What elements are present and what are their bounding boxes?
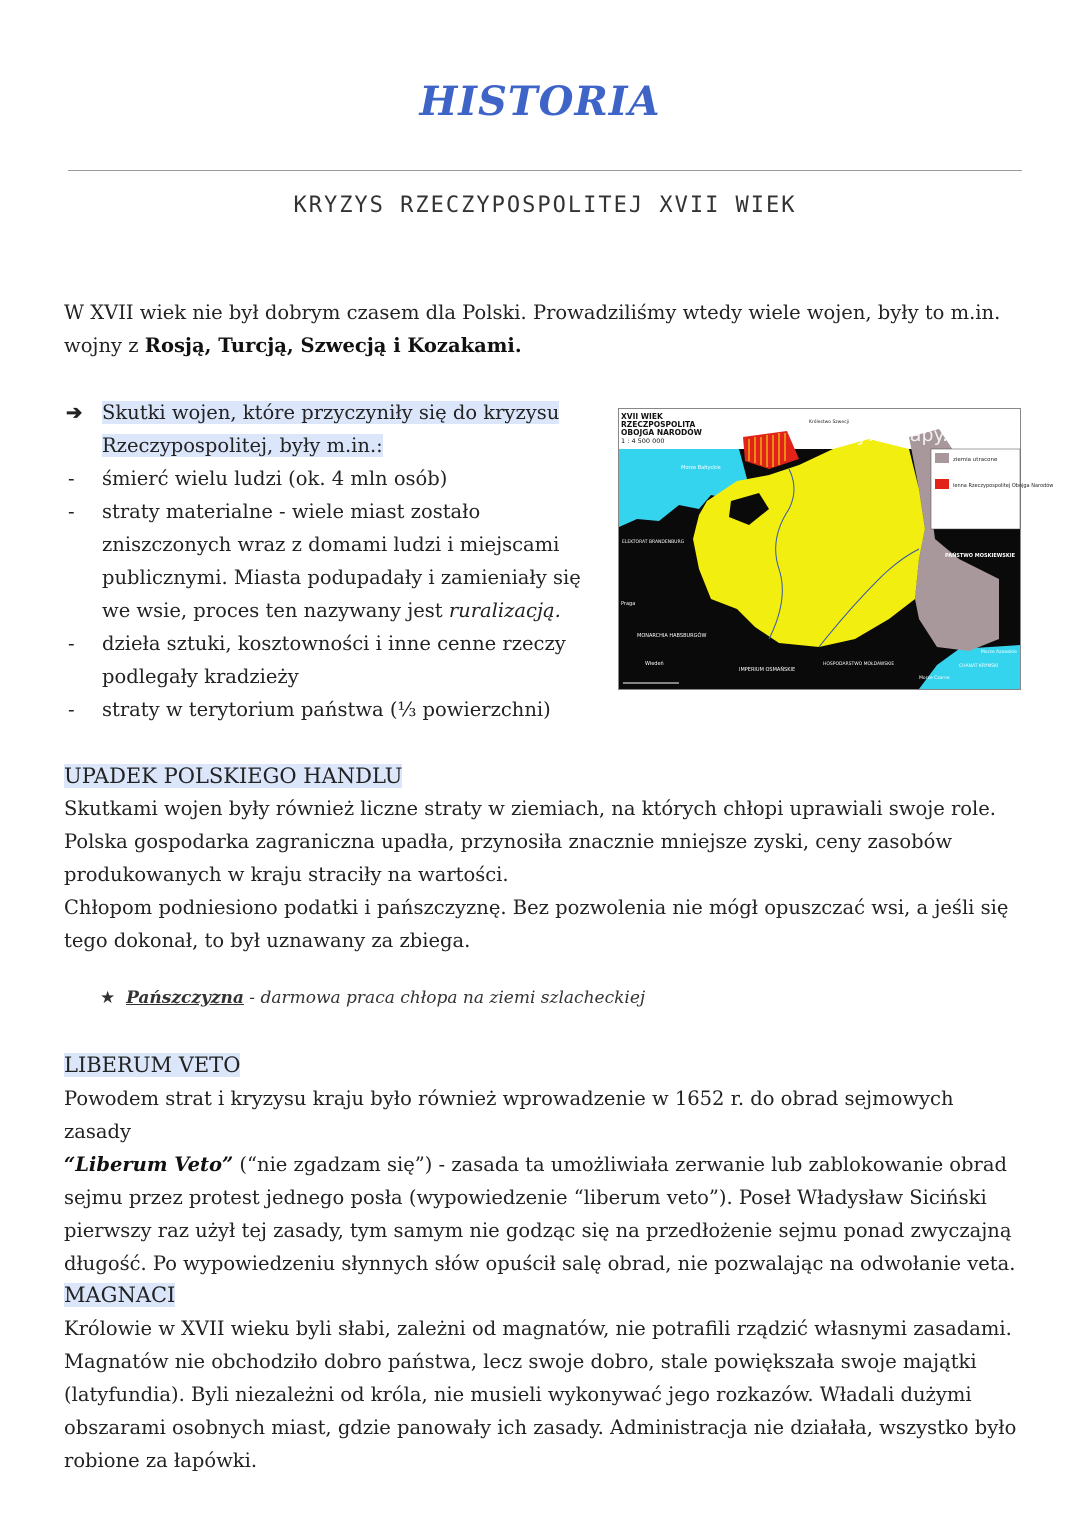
map-title-line2: RZECZPOSPOLITA [621,420,696,429]
text-line: Skutkami wojen były również liczne straty w ziemiach, na których chłopi uprawiali swoje role. [64,797,997,820]
map-title-line3: OBOJGA NARODÓW [621,428,702,437]
map-label-sweden: Królestwo Szwecji [809,420,850,425]
list-item-text: dzieła sztuki, kosztowności i inne cenne rzeczy podlegały kradzieży [102,632,566,688]
map-label-baltic: Morze Bałtyckie [681,465,721,471]
text-line: tego dokonał, to był uznawany za zbiega. [64,929,471,952]
heading-trade: UPADEK POLSKIEGO HANDLU [64,764,403,788]
map-label-ottoman: IMPERIUM OSMAŃSKIE [739,667,796,673]
map-label-black-sea: Morze Czarne [919,676,950,681]
list-item [64,693,594,726]
text-line: obszarami osobnych miast, gdzie panowały ich zasady. Administracja nie działała, wszystko było [64,1416,1017,1439]
effects-intro-line2: Rzeczypospolitej, były m.in.: [102,434,383,457]
list-item [64,627,594,693]
page-subtitle: KRYZYS RZECZYPOSPOLITEJ XVII WIEK [293,193,797,218]
veto-term: “Liberum Veto” [64,1153,234,1176]
star-icon: ★ [100,988,116,1008]
text-line: Chłopom podniesiono podatki i pańszczyznę. Bez pozwolenia nie mógł opuszczać wsi, a jeśli się [64,896,1009,919]
definition-line [100,988,645,1008]
list-item-text: straty w terytorium państwa (⅓ powierzchni) [102,698,551,721]
veto-paragraph [64,1082,1024,1280]
trade-paragraph [64,792,1024,957]
dash-bullet: - [68,467,75,490]
map-label-wien: Wiedeń [645,661,664,667]
dash-bullet: - [68,632,75,655]
magnates-paragraph [64,1312,1024,1477]
page-title: HISTORIA [419,78,661,125]
list-item-text: straty materialne - wiele miast zostało zniszczonych wraz z domami ludzi i miejscami publicznymi. Miasta podupadały i zamieniały się we wsie, proces ten nazywany jest [102,500,581,622]
dash-bullet: - [68,698,75,721]
text-line: Polska gospodarka zagraniczna upadła, przynosiła znacznie mniejsze zyski, ceny zasobów [64,830,953,853]
title-divider [68,170,1022,171]
intro-paragraph [64,296,1024,362]
text-line: (latyfundia). Byli niezależni od króla, nie musieli wykonywać jego rozkazów. Władali dużymi [64,1383,972,1406]
text-line: robione za łapówki. [64,1449,258,1472]
definition-term: Pańszczyzna [126,988,244,1008]
text-line: długość. Po wypowiedzeniu słynnych słów opuścił salę obrad, nie pozwalając na odwołanie veta. [64,1252,1016,1275]
map-label-habsburg: MONARCHIA HABSBURGÓW [637,633,707,639]
text-line: pierwszy raz użył tej zasady, tym samym nie godząc się na przedłożenie sejmu ponad zwyczajną [64,1219,1012,1242]
map-watermark: tyflomapy.pl [849,424,966,446]
map-label-crimea: CHANAT KRYMSKI [959,664,999,669]
arrow-icon: ➔ [66,401,83,424]
map-legend-fief: lenna Rzeczypospolitej Obojga Narodów [953,483,1054,489]
heading-veto: LIBERUM VETO [64,1053,241,1077]
historical-map [618,408,1054,690]
map-title-line1: XVII WIEK [621,412,663,421]
map-legend-lost: ziemia utracone [953,457,998,463]
list-item-text: śmierć wielu ludzi (ok. 4 mln osób) [102,467,448,490]
definition-text: - darmowa praca chłopa na ziemi szlacheckiej [243,988,646,1008]
text-line: Powodem strat i kryzysu kraju było również wprowadzenie w 1652 r. do obrad sejmowych zasady [64,1087,954,1143]
list-item [64,495,594,627]
effects-intro-line1: Skutki wojen, które przyczyniły się do kryzysu [102,401,560,424]
map-label-prague: Praga [621,601,636,607]
effects-intro [64,396,594,462]
list-item [64,462,594,495]
text-line: Królowie w XVII wieku byli słabi, zależni od magnatów, nie potrafili rządzić własnymi zasadami. [64,1317,1012,1340]
text-line: “Liberum Veto” (“nie zgadzam się”) - zasada ta umożliwiała zerwanie lub zablokowanie obrad [64,1153,1007,1176]
map-title-line4: 1 : 4 500 000 [621,437,665,445]
effects-list [64,396,594,726]
map-label-brandenburg: ELEKTORAT BRANDENBURG [622,540,685,545]
intro-text: W XVII wiek nie był dobrym czasem dla Polski. Prowadziliśmy wtedy wiele wojen, były to m.in. wojny z [64,301,1001,357]
text-line: produkowanych w kraju straciły na wartości. [64,863,509,886]
text-line: Magnatów nie obchodziło dobro państwa, lecz swoje dobro, stale powiększała swoje majątki [64,1350,977,1373]
map-label-azov: Morze Azowskie [981,650,1017,655]
text-line: sejmu przez protest jednego posła (wypowiedzenie “liberum veto”). Poseł Władysław Siciński [64,1186,987,1209]
heading-magnates: MAGNACI [64,1283,176,1307]
italic-term: ruralizacją. [448,599,561,622]
intro-bold: Rosją, Turcją, Szwecją i Kozakami. [144,334,522,357]
map-label-muscovy: PAŃSTWO MOSKIEWSKIE [945,553,1016,559]
map-label-moldova: HOSPODARSTWO MOŁDAWSKIE [823,662,895,667]
dash-bullet: - [68,500,75,523]
